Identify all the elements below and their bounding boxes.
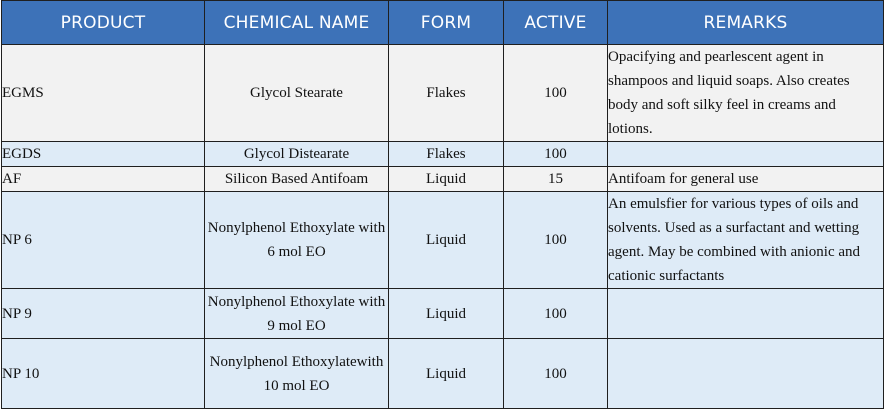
table-row [2, 192, 884, 289]
cell-active: 15 [504, 167, 608, 192]
cell-remarks: Antifoam for general use [608, 167, 884, 192]
product-table [1, 0, 884, 409]
cell-active: 100 [504, 289, 608, 339]
table-row [2, 167, 884, 192]
header-form: FORM [389, 1, 504, 45]
cell-form: Flakes [389, 45, 504, 142]
cell-chemical-name: Glycol Stearate [205, 45, 389, 142]
cell-remarks [608, 289, 884, 339]
cell-chemical-name: Glycol Distearate [205, 142, 389, 167]
cell-remarks: Opacifying and pearlescent agent in shampoos and liquid soaps. Also creates body and soft silky feel in creams and lotions. [608, 45, 884, 142]
cell-product: EGDS [2, 142, 205, 167]
table-body [2, 45, 884, 409]
table-row [2, 339, 884, 409]
cell-form: Liquid [389, 192, 504, 289]
table-row [2, 289, 884, 339]
cell-form: Liquid [389, 339, 504, 409]
table-header [2, 1, 884, 45]
cell-chemical-name: Nonylphenol Ethoxylate with 6 mol EO [205, 192, 389, 289]
header-active: ACTIVE [504, 1, 608, 45]
cell-remarks: An emulsfier for various types of oils and solvents. Used as a surfactant and wetting agent. May be combined with anionic and cationic surfactants [608, 192, 884, 289]
cell-chemical-name: Silicon Based Antifoam [205, 167, 389, 192]
header-chemical-name: CHEMICAL NAME [205, 1, 389, 45]
cell-active: 100 [504, 192, 608, 289]
cell-product: NP 6 [2, 192, 205, 289]
cell-remarks [608, 142, 884, 167]
cell-form: Liquid [389, 289, 504, 339]
header-remarks: REMARKS [608, 1, 884, 45]
table-row [2, 45, 884, 142]
table-row [2, 142, 884, 167]
cell-product: NP 10 [2, 339, 205, 409]
header-row [2, 1, 884, 45]
cell-form: Liquid [389, 167, 504, 192]
cell-active: 100 [504, 339, 608, 409]
cell-active: 100 [504, 45, 608, 142]
cell-active: 100 [504, 142, 608, 167]
cell-chemical-name: Nonylphenol Ethoxylatewith 10 mol EO [205, 339, 389, 409]
cell-product: EGMS [2, 45, 205, 142]
cell-form: Flakes [389, 142, 504, 167]
cell-product: NP 9 [2, 289, 205, 339]
cell-chemical-name: Nonylphenol Ethoxylate with 9 mol EO [205, 289, 389, 339]
cell-remarks [608, 339, 884, 409]
cell-product: AF [2, 167, 205, 192]
header-product: PRODUCT [2, 1, 205, 45]
